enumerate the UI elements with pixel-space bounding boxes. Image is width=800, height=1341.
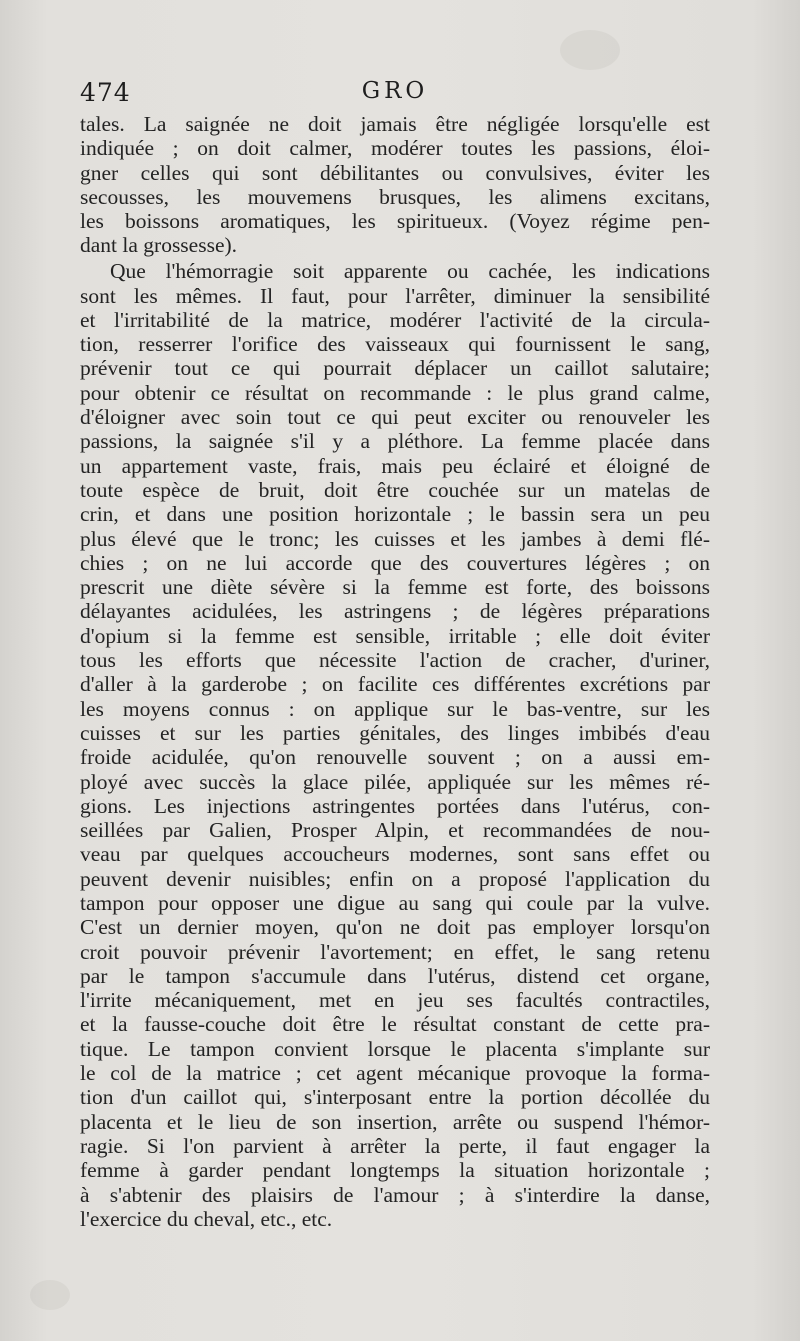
text-line: pour obtenir ce résultat on recommande : le plus grand calme, [80,380,710,405]
text-line: cuisses et sur les parties génitales, des linges imbibés d'eau [80,720,710,745]
text-line: ployé avec succès la glace pilée, appliquée sur les mêmes ré- [80,769,710,794]
text-line: chies ; on ne lui accorde que des couvertures légères ; on [80,550,710,575]
text-line: peuvent devenir nuisibles; enfin on a proposé l'application du [80,866,710,891]
text-line: délayantes acidulées, les astringens ; de légères préparations [80,599,710,624]
text-line: tales. La saignée ne doit jamais être négligée lorsqu'elle est [80,112,710,136]
text-line: C'est un dernier moyen, qu'on ne doit pas employer lorsqu'on [80,915,710,940]
text-line: les boissons aromatiques, les spiritueux. (Voyez régime pen- [80,209,710,234]
paper-stain [560,30,620,70]
text-line: crin, et dans une position horizontale ; le bassin sera un peu [80,502,710,527]
text-line: gner celles qui sont débilitantes ou convulsives, éviter les [80,160,710,185]
text-line: tous les efforts que nécessite l'action de cracher, d'uriner, [80,648,710,673]
text-line: gions. Les injections astringentes portées dans l'utérus, con- [80,793,710,818]
page-number: 474 [80,78,131,107]
text-line: un appartement vaste, frais, mais peu éclairé et éloigné de [80,453,710,478]
text-line: froide acidulée, qu'on renouvelle souvent ; on a aussi em- [80,745,710,770]
paragraph [80,112,710,258]
text-line: à s'abtenir des plaisirs de l'amour ; à s'interdire la danse, [80,1182,710,1207]
text-line: et l'irritabilité de la matrice, modérer l'activité de la circula- [80,307,710,332]
text-line: prévenir tout ce qui pourrait déplacer un caillot salutaire; [80,356,710,381]
text-line: d'opium si la femme est sensible, irritable ; elle doit éviter [80,623,710,648]
text-line: sont les mêmes. Il faut, pour l'arrêter, diminuer la sensibilité [80,283,710,308]
text-line: dant la grossesse). [80,233,238,258]
text-line: tion d'un caillot qui, s'interposant entre la portion décollée du [80,1085,710,1110]
body-text [80,112,710,1231]
text-line: et la fausse-couche doit être le résultat constant de cette pra- [80,1012,710,1037]
running-head: GRO [361,78,429,104]
text-line: seillées par Galien, Prosper Alpin, et recommandées de nou- [80,818,710,843]
text-line: par le tampon s'accumule dans l'utérus, distend cet organe, [80,963,710,988]
text-line: croit pouvoir prévenir l'avortement; en effet, le sang retenu [80,939,710,964]
paragraph [80,259,710,1231]
text-line: le col de la matrice ; cet agent mécanique provoque la forma- [80,1061,710,1086]
text-line: tion, resserrer l'orifice des vaisseaux qui fournissent le sang, [80,332,710,357]
text-line: les moyens connus : on applique sur le bas-ventre, sur les [80,696,710,721]
text-line: l'exercice du cheval, etc., etc. [80,1206,333,1231]
text-line: plus élevé que le tronc; les cuisses et les jambes à demi flé- [80,526,710,551]
paper-stain [30,1280,70,1310]
text-line: toute espèce de bruit, doit être couchée sur un matelas de [80,477,710,502]
text-line: passions, la saignée s'il y a pléthore. La femme placée dans [80,429,710,454]
text-line: d'éloigner avec soin tout ce qui peut exciter ou renouveler les [80,405,710,430]
text-line: placenta et le lieu de son insertion, arrête ou suspend l'hémor- [80,1109,710,1134]
page-header [80,78,710,110]
text-line: d'aller à la garderobe ; on facilite ces différentes excrétions par [80,672,710,697]
text-line: femme à garder pendant longtemps la situation horizontale ; [80,1158,710,1183]
text-line: tampon pour opposer une digue au sang qui coule par la vulve. [80,891,710,915]
text-line: prescrit une diète sévère si la femme est forte, des boissons [80,575,710,600]
text-line: Que l'hémorragie soit apparente ou cachée, les indications [110,259,710,284]
text-line: tique. Le tampon convient lorsque le placenta s'implante sur [80,1036,710,1061]
text-line: l'irrite mécaniquement, met en jeu ses facultés contractiles, [80,988,710,1013]
text-line: veau par quelques accoucheurs modernes, sont sans effet ou [80,842,710,867]
text-line: ragie. Si l'on parvient à arrêter la perte, il faut engager la [80,1133,710,1158]
text-line: indiquée ; on doit calmer, modérer toutes les passions, éloi- [80,136,710,161]
text-line: secousses, les mouvemens brusques, les alimens excitans, [80,184,710,209]
